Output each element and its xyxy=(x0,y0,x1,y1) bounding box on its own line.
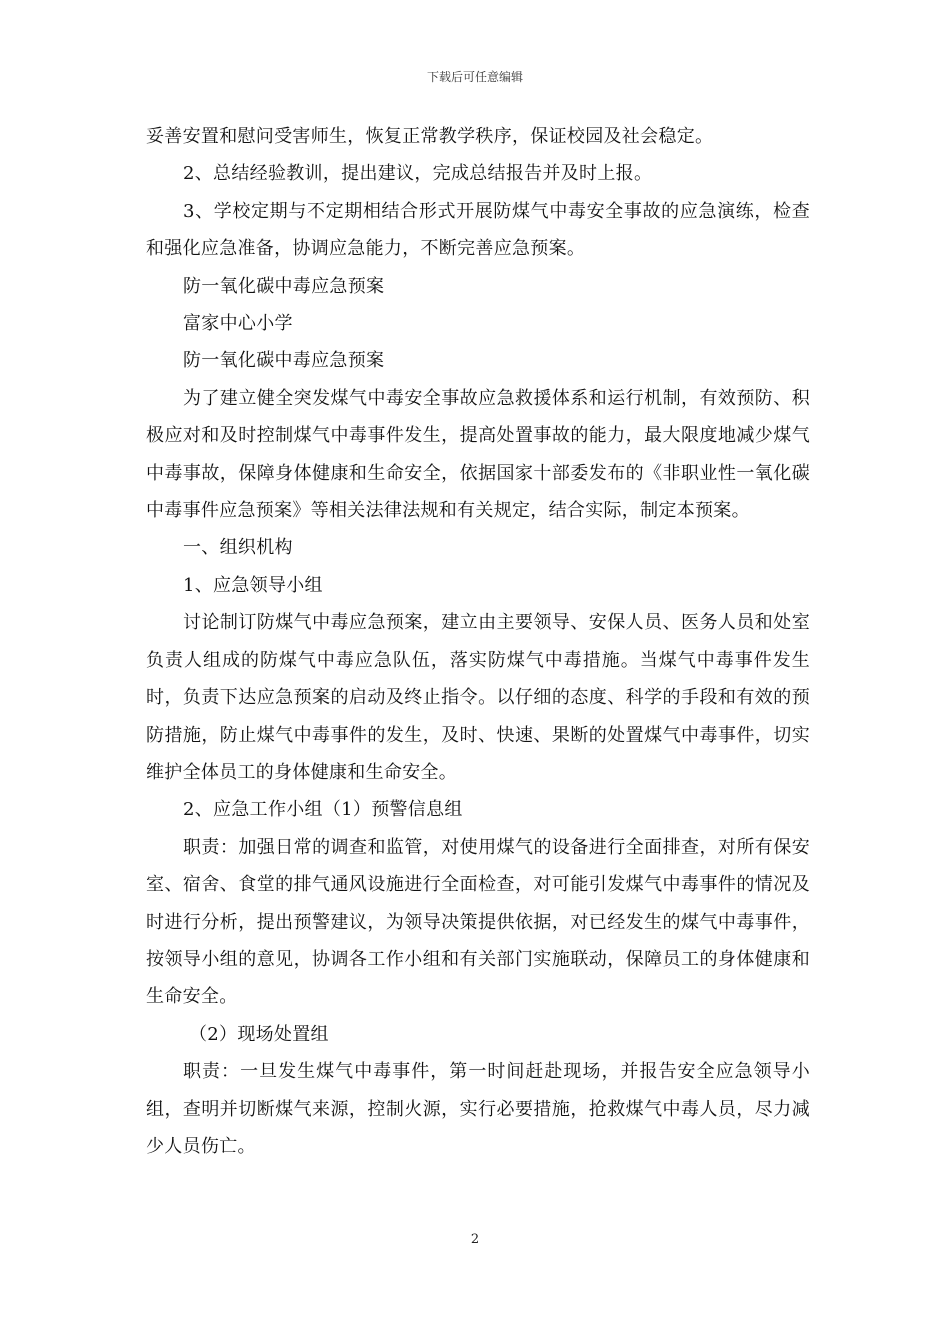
paragraph: 职责：一旦发生煤气中毒事件，第一时间赶赴现场，并报告安全应急领导小组，查明并切断煤气来源，控制火源，实行必要措施，抢救煤气中毒人员，尽力减少人员伤亡。 xyxy=(146,1061,810,1157)
paragraph: 妥善安置和慰问受害师生，恢复正常教学秩序，保证校园及社会稳定。 xyxy=(146,126,714,147)
paragraph: 为了建立健全突发煤气中毒安全事故应急救援体系和运行机制，有效预防、积极应对和及时控制煤气中毒事件发生，提高处置事故的能力，最大限度地减少煤气中毒事故，保障身体健康和生命安全，依据国家十部委发布的《非职业性一氧化碳中毒事件应急预案》等相关法律法规和有关规定，结合实际，制定本预案。 xyxy=(146,387,810,522)
page-number: 2 xyxy=(470,1232,480,1247)
paragraph: 讨论制订防煤气中毒应急预案，建立由主要领导、安保人员、医务人员和处室负责人组成的防煤气中毒应急队伍，落实防煤气中毒措施。当煤气中毒事件发生时，负责下达应急预案的启动及终止指令。以仔细的态度、科学的手段和有效的预防措施，防止煤气中毒事件的发生，及时、快速、果断的处置煤气中毒事件，切实维护全体员工的身体健康和生命安全。 xyxy=(146,612,810,783)
subsection-heading: （2）现场处置组 xyxy=(189,1023,329,1045)
subsection-heading: 2、应急工作小组（1）预警信息组 xyxy=(183,799,463,821)
paragraph: 2、总结经验教训，提出建议，完成总结报告并及时上报。 xyxy=(183,163,653,185)
page-header: 下载后可任意编辑 xyxy=(426,70,523,84)
document-body xyxy=(146,118,810,1165)
paragraph: 职责：加强日常的调查和监管，对使用煤气的设备进行全面排查，对所有保安室、宿舍、食堂的排气通风设施进行全面检查，对可能引发煤气中毒事件的情况及时进行分析，提出预警建议，为领导决策提供依据，对已经发生的煤气中毒事件，按领导小组的意见，协调各工作小组和有关部门实施联动，保障员工的身体健康和生命安全。 xyxy=(146,836,810,1008)
document-title: 防一氧化碳中毒应急预案 xyxy=(183,350,385,372)
section-title: 防一氧化碳中毒应急预案 xyxy=(183,275,385,297)
section-heading: 一、组织机构 xyxy=(183,537,293,559)
subsection-heading: 1、应急领导小组 xyxy=(183,574,323,596)
paragraph: 3、学校定期与不定期相结合形式开展防煤气中毒安全事故的应急演练，检查和强化应急准备，协调应急能力，不断完善应急预案。 xyxy=(146,200,810,260)
school-name: 富家中心小学 xyxy=(183,313,293,335)
